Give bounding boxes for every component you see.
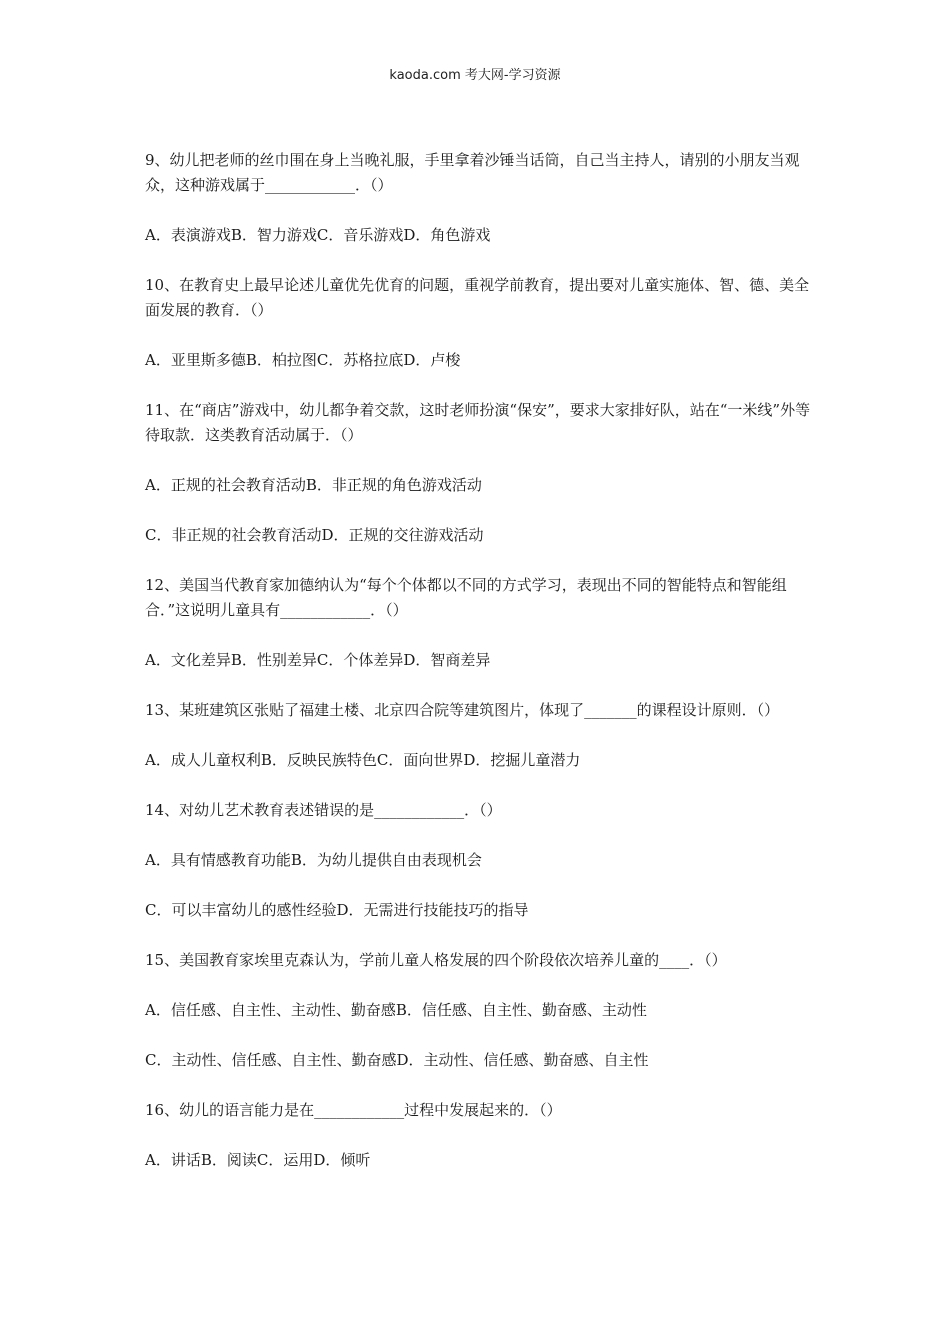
options-13: A．成人儿童权利B．反映民族特色C．面向世界D．挖掘儿童潜力 [145,751,581,769]
question-13: 13、某班建筑区张贴了福建土楼、北京四合院等建筑图片，体现了_______的课程设计原则．（） [145,701,780,719]
question-15: 15、美国教育家埃里克森认为，学前儿童人格发展的四个阶段依次培养儿童的____．（） [145,951,727,969]
question-11: 11、在“商店”游戏中，幼儿都争着交款，这时老师扮演“保安”，要求大家排好队，站在“一米线”外等待取款．这类教育活动属于．（） [145,401,811,444]
options-11-cd: C．非正规的社会教育活动D．正规的交往游戏活动 [145,526,484,544]
options-14-ab: A．具有情感教育功能B．为幼儿提供自由表现机会 [145,851,482,869]
options-9: A．表演游戏B．智力游戏C．音乐游戏D．角色游戏 [145,226,491,244]
question-10: 10、在教育史上最早论述儿童优先优育的问题，重视学前教育，提出要对儿童实施体、智、德、美全面发展的教育．（） [145,276,810,319]
document-body [145,148,811,1173]
options-16: A．讲话B．阅读C．运用D．倾听 [145,1151,371,1169]
options-15-ab: A．信任感、自主性、主动性、勤奋感B．信任感、自主性、勤奋感、主动性 [145,1001,647,1019]
options-11-ab: A．正规的社会教育活动B．非正规的角色游戏活动 [145,476,482,494]
options-15-cd: C．主动性、信任感、自主性、勤奋感D．主动性、信任感、勤奋感、自主性 [145,1051,649,1069]
options-14-cd: C．可以丰富幼儿的感性经验D．无需进行技能技巧的指导 [145,901,529,919]
options-12: A．文化差异B．性别差异C．个体差异D．智商差异 [145,651,491,669]
question-16: 16、幼儿的语言能力是在____________过程中发展起来的．（） [145,1101,562,1119]
question-9: 9、幼儿把老师的丝巾围在身上当晚礼服，手里拿着沙锤当话筒，自己当主持人，请别的小朋友当观众，这种游戏属于____________．（） [145,151,800,194]
question-12: 12、美国当代教育家加德纳认为“每个个体都以不同的方式学习，表现出不同的智能特点和智能组合．”这说明儿童具有____________．（） [145,576,787,619]
options-10: A．亚里斯多德B．柏拉图C．苏格拉底D．卢梭 [145,351,461,369]
page-header: kaoda.com 考大网-学习资源 [389,68,561,83]
question-14: 14、对幼儿艺术教育表述错误的是____________．（） [145,801,502,819]
